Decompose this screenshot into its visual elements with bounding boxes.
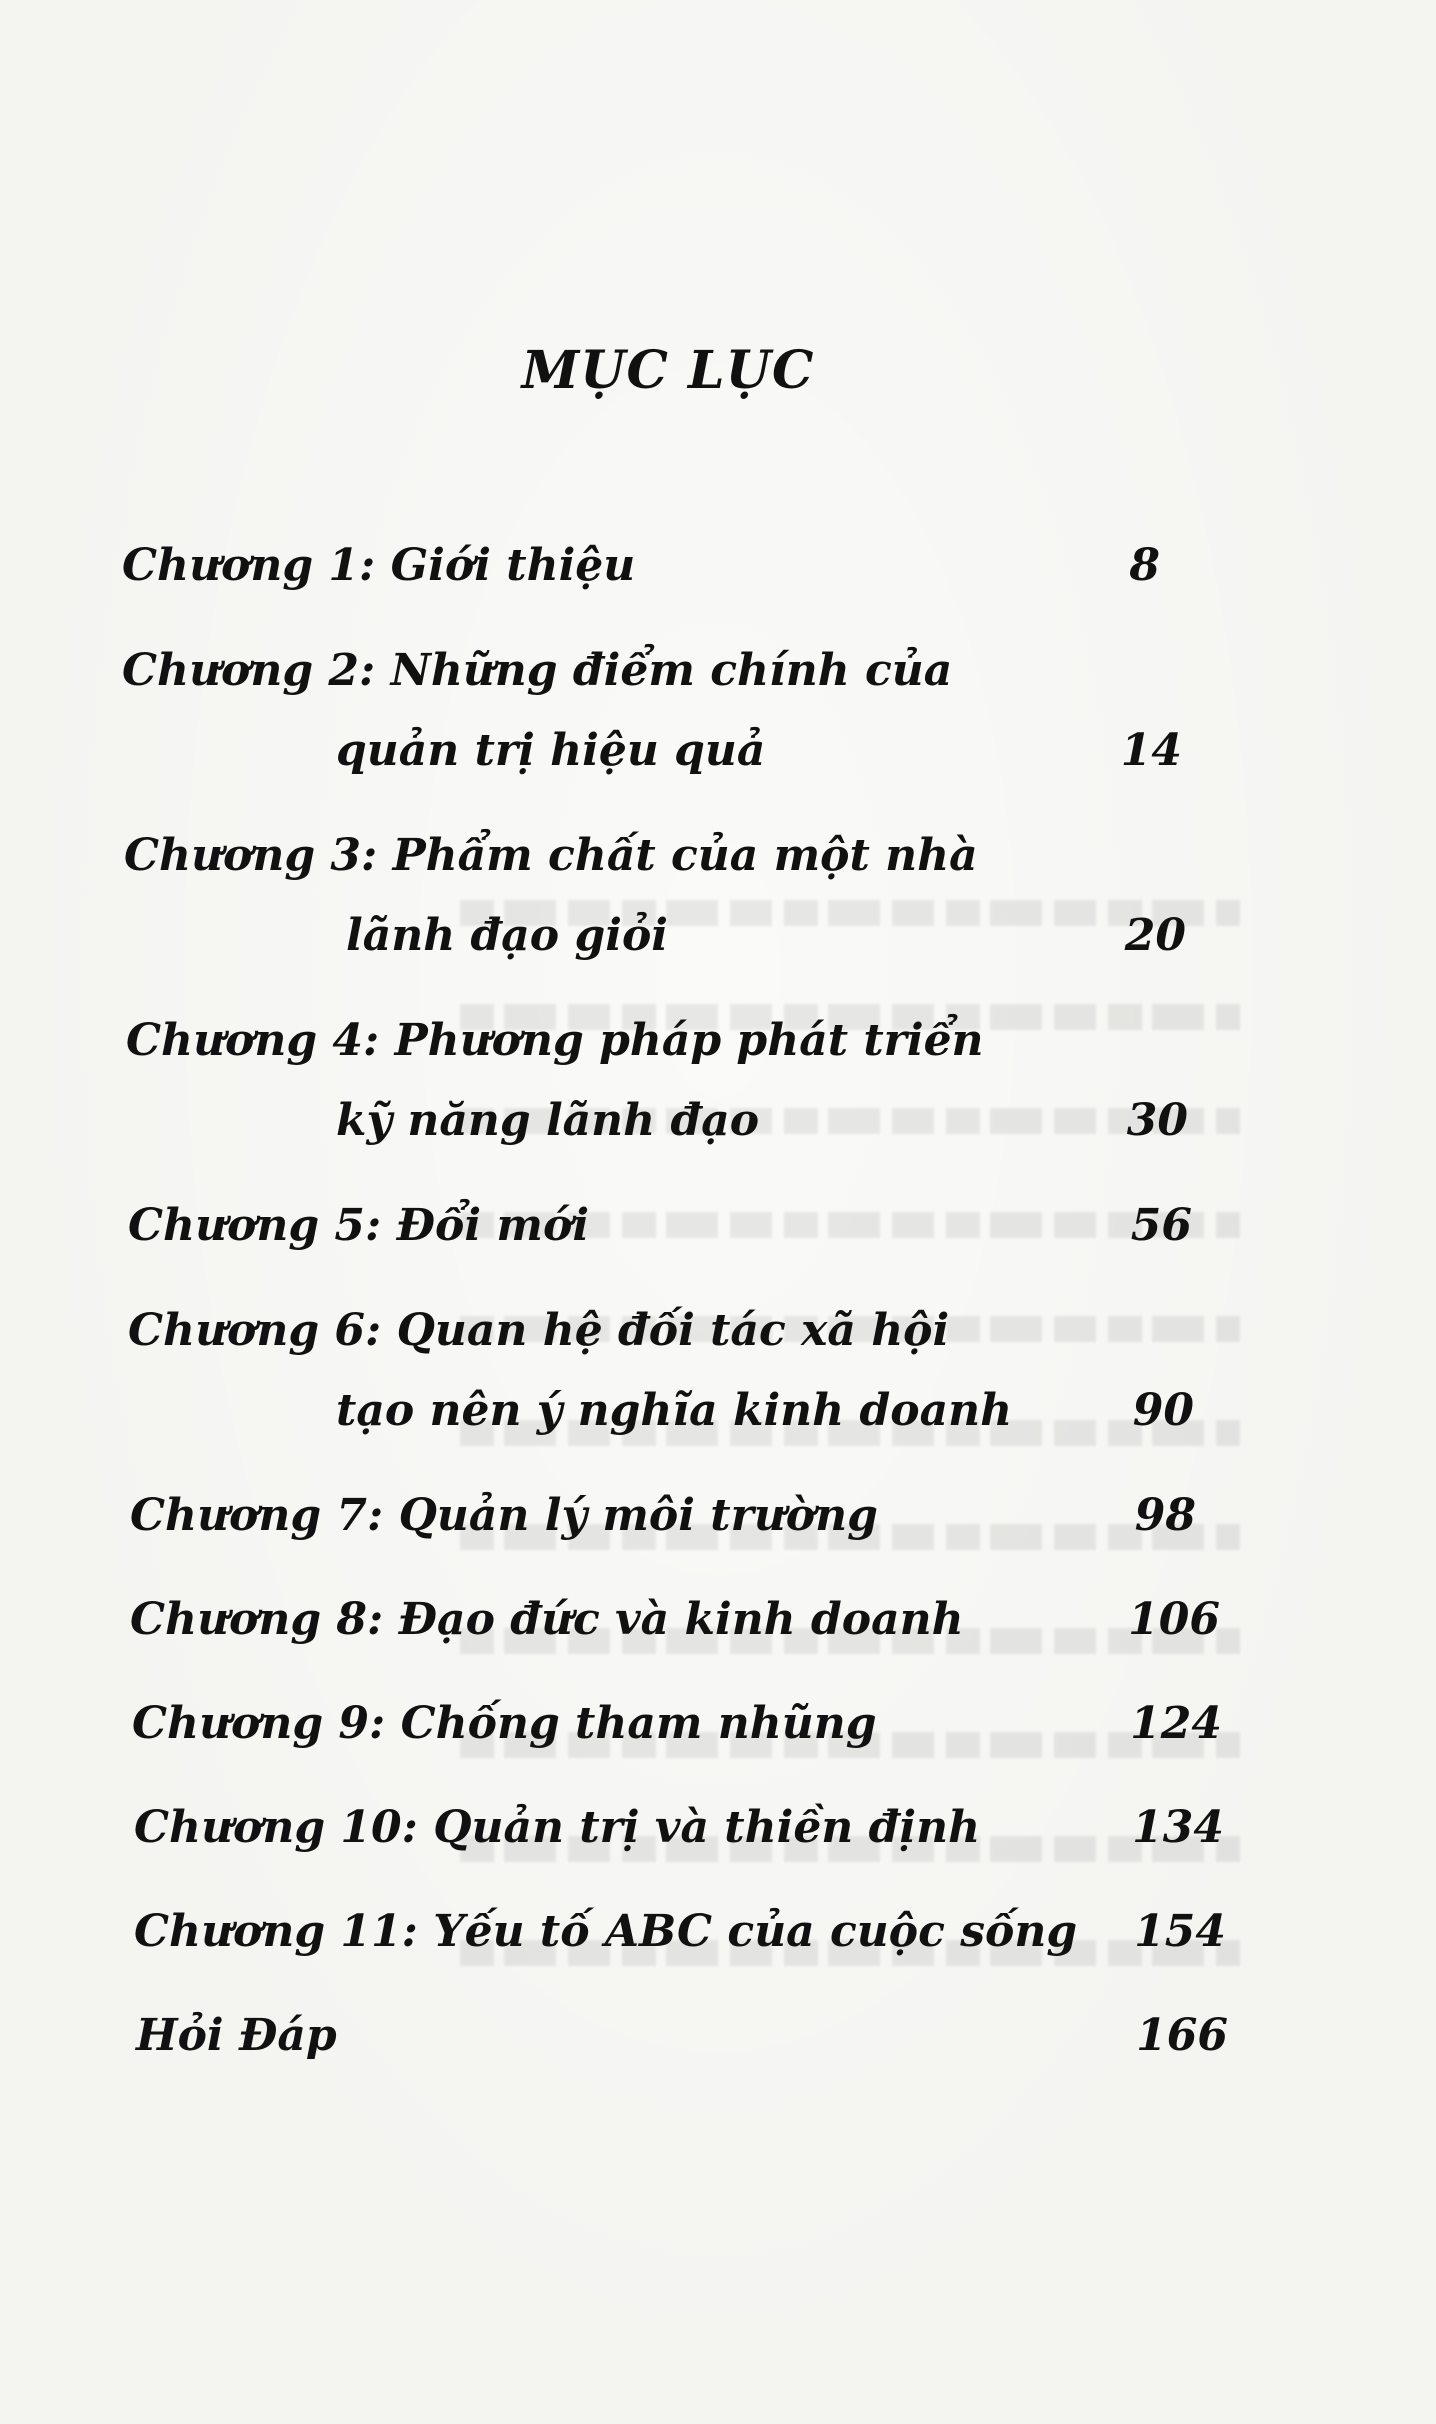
toc-entry-4-line-1: Chương 4: Phương pháp phát triển [126,1015,984,1066]
toc-entry-2-line-2: quản trị hiệu quả [336,725,766,776]
toc-entry-6-line-1: Chương 6: Quan hệ đối tác xã hội [128,1305,950,1356]
toc-entry-8-line-1: Chương 8: Đạo đức và kinh doanh [130,1594,964,1645]
toc-entry-10-line-1: Chương 10: Quản trị và thiền định [134,1802,981,1853]
toc-entry-8-page: 106 [1128,1594,1220,1645]
toc-entry-4-line-2: kỹ năng lãnh đạo [336,1095,760,1146]
toc-entry-9-page: 124 [1130,1698,1222,1749]
toc-entry-12-line-1: Hỏi Đáp [136,2010,337,2061]
toc-entry-5-line-1: Chương 5: Đổi mới [128,1200,590,1251]
toc-entry-7-line-1: Chương 7: Quản lý môi trường [130,1490,878,1541]
toc-entry-3-page: 20 [1124,910,1186,961]
toc-entry-10-page: 134 [1132,1802,1224,1853]
toc-entry-1-page: 8 [1129,540,1160,591]
page-title: MỤC LỤC [521,340,815,401]
toc-entry-11-page: 154 [1134,1906,1226,1957]
toc-entry-2-page: 14 [1120,725,1182,776]
toc-entry-2-line-1: Chương 2: Những điểm chính của [122,645,953,696]
toc-entry-5-page: 56 [1130,1200,1192,1251]
toc-entry-4-page: 30 [1126,1095,1188,1146]
toc-entry-6-page: 90 [1132,1385,1194,1436]
toc-entry-7-page: 98 [1134,1490,1196,1541]
toc-entry-9-line-1: Chương 9: Chống tham nhũng [132,1698,877,1749]
toc-entry-1-line-1: Chương 1: Giới thiệu [122,540,636,591]
toc-entry-3-line-1: Chương 3: Phẩm chất của một nhà [124,830,978,881]
toc-entry-12-page: 166 [1136,2010,1228,2061]
toc-entry-6-line-2: tạo nên ý nghĩa kinh doanh [336,1385,1013,1436]
toc-entry-11-line-1: Chương 11: Yếu tố ABC của cuộc sống [134,1906,1078,1957]
toc-entry-3-line-2: lãnh đạo giỏi [346,910,669,961]
